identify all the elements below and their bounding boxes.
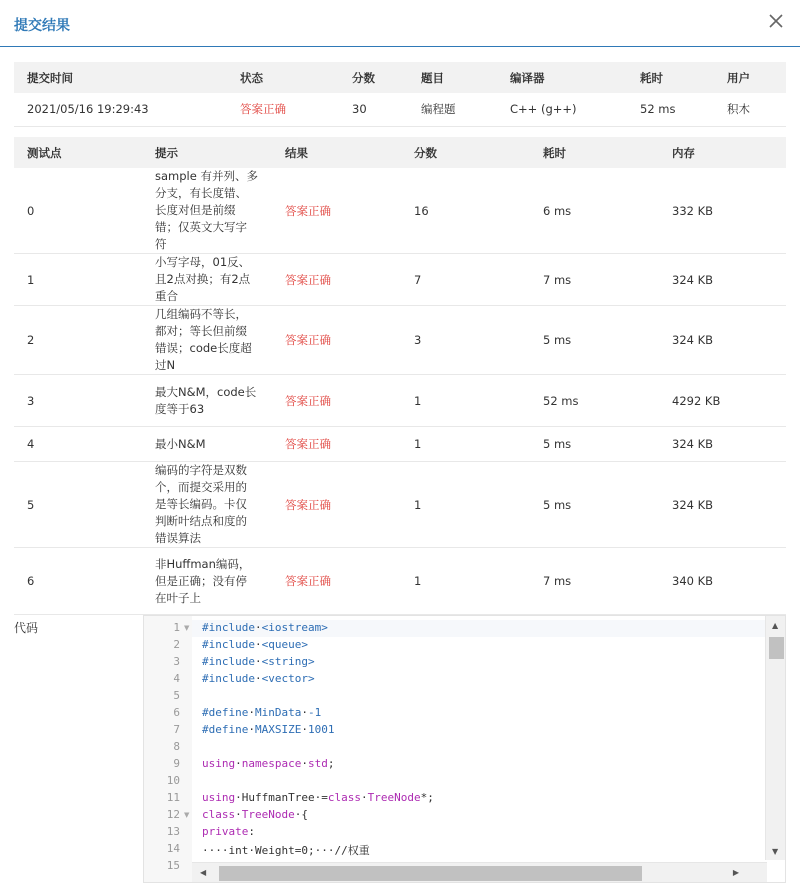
line-number: 1	[173, 621, 180, 634]
scroll-down-icon[interactable]: ▼	[772, 847, 779, 856]
case-memory: 324 KB	[659, 254, 786, 306]
case-id: 0	[14, 168, 142, 254]
case-id: 2	[14, 306, 142, 375]
line-number: 8	[173, 740, 180, 753]
summary-header: 提交时间	[14, 62, 227, 93]
case-result: 答案正确	[272, 375, 401, 427]
dialog-title: 提交结果	[14, 18, 70, 34]
case-id: 3	[14, 375, 142, 427]
case-memory: 324 KB	[659, 427, 786, 462]
testcase-header: 测试点	[14, 137, 142, 168]
case-hint: 最大N&M，code长度等于63	[142, 375, 272, 427]
case-result: 答案正确	[272, 254, 401, 306]
line-number: 5	[173, 689, 180, 702]
close-icon[interactable]	[768, 13, 784, 29]
problem[interactable]: 编程题	[408, 93, 497, 126]
case-hint: 小写字母，01反、且2点对换；有2点重合	[142, 254, 272, 306]
case-score: 1	[401, 548, 530, 615]
case-memory: 324 KB	[659, 462, 786, 548]
case-hint: 最小N&M	[142, 427, 272, 462]
line-number: 3	[173, 655, 180, 668]
code-line: #include·<string>	[202, 655, 315, 668]
case-time: 5 ms	[530, 462, 659, 548]
compiler: C++ (g++)	[497, 93, 627, 126]
code-line: ····int·Weight=0;···//权重	[202, 844, 370, 857]
case-result: 答案正确	[272, 168, 401, 254]
case-hint: 编码的字符是双数个，而提交采用的是等长编码。卡仅判断叶结点和度的错误算法	[142, 462, 272, 548]
line-number: 7	[173, 723, 180, 736]
case-id: 6	[14, 548, 142, 615]
line-number: 2	[173, 638, 180, 651]
line-number: 4	[173, 672, 180, 685]
code-line: private:	[202, 825, 255, 838]
line-number: 10	[166, 774, 180, 787]
scroll-left-icon[interactable]: ◀	[200, 868, 207, 877]
code-line: #define·MinData·-1	[202, 706, 322, 719]
case-result: 答案正确	[272, 462, 401, 548]
dialog-header	[0, 0, 800, 47]
case-id: 5	[14, 462, 142, 548]
testcase-header: 内存	[659, 137, 786, 168]
case-result: 答案正确	[272, 306, 401, 375]
testcase-row	[14, 168, 786, 254]
case-time: 7 ms	[530, 548, 659, 615]
case-id: 4	[14, 427, 142, 462]
summary-header-row	[14, 62, 786, 93]
scroll-right-icon[interactable]: ▶	[732, 868, 739, 877]
summary-header: 编译器	[497, 62, 627, 93]
vertical-scroll-thumb[interactable]	[769, 637, 784, 659]
line-number: 12	[166, 808, 180, 821]
testcase-row	[14, 548, 786, 615]
testcase-row	[14, 375, 786, 427]
case-result: 答案正确	[272, 427, 401, 462]
testcase-header: 分数	[401, 137, 530, 168]
case-memory: 340 KB	[659, 548, 786, 615]
horizontal-scrollbar[interactable]	[192, 862, 767, 882]
code-line: class·TreeNode·{	[202, 808, 308, 821]
code-line: using·HuffmanTree·=class·TreeNode*;	[202, 791, 434, 804]
line-gutter	[144, 616, 192, 882]
code-editor[interactable]	[143, 615, 786, 883]
case-memory: 4292 KB	[659, 375, 786, 427]
testcase-table	[14, 137, 786, 615]
testcase-row	[14, 427, 786, 462]
case-result: 答案正确	[272, 548, 401, 615]
testcase-header-row	[14, 137, 786, 168]
summary-header: 耗时	[627, 62, 714, 93]
line-number: 14	[166, 842, 180, 855]
case-hint: sample 有并列、多分支，有长度错、长度对但是前缀错；仅英文大写字符	[142, 168, 272, 254]
testcase-header: 提示	[142, 137, 272, 168]
line-number: 11	[166, 791, 180, 804]
case-score: 1	[401, 427, 530, 462]
case-time: 6 ms	[530, 168, 659, 254]
scroll-up-icon[interactable]: ▲	[772, 621, 779, 630]
case-score: 3	[401, 306, 530, 375]
line-number: 13	[166, 825, 180, 838]
case-hint: 几组编码不等长，都对；等长但前缀错误；code长度超过N	[142, 306, 272, 375]
testcase-row	[14, 462, 786, 548]
user[interactable]: 积木	[714, 93, 786, 126]
case-time: 7 ms	[530, 254, 659, 306]
status-badge: 答案正确	[227, 93, 339, 126]
code-line: #include·<vector>	[202, 672, 315, 685]
line-number: 6	[173, 706, 180, 719]
case-memory: 324 KB	[659, 306, 786, 375]
code-line: #include·<queue>	[202, 638, 308, 651]
code-line: using·namespace·std;	[202, 757, 335, 770]
case-memory: 332 KB	[659, 168, 786, 254]
summary-header: 题目	[408, 62, 497, 93]
case-time: 5 ms	[530, 427, 659, 462]
case-hint: 非Huffman编码，但是正确；没有停在叶子上	[142, 548, 272, 615]
code-line: #include·<iostream>	[202, 621, 328, 634]
testcase-header: 结果	[272, 137, 401, 168]
line-number: 15	[166, 859, 180, 872]
summary-header: 用户	[714, 62, 786, 93]
time-cost: 52 ms	[627, 93, 714, 126]
summary-header: 分数	[339, 62, 408, 93]
summary-table	[14, 62, 786, 127]
case-time: 5 ms	[530, 306, 659, 375]
case-score: 1	[401, 462, 530, 548]
testcase-row	[14, 306, 786, 375]
case-time: 52 ms	[530, 375, 659, 427]
submit-time: 2021/05/16 19:29:43	[14, 93, 227, 126]
case-score: 7	[401, 254, 530, 306]
score: 30	[339, 93, 408, 126]
code-label: 代码	[14, 621, 39, 635]
fold-arrow-icon[interactable]: ▼	[184, 811, 190, 819]
summary-row	[14, 93, 786, 126]
fold-arrow-icon[interactable]: ▼	[184, 624, 190, 632]
line-number: 9	[173, 757, 180, 770]
horizontal-scroll-thumb[interactable]	[219, 866, 642, 881]
case-score: 16	[401, 168, 530, 254]
testcase-row	[14, 254, 786, 306]
case-id: 1	[14, 254, 142, 306]
code-line: #define·MAXSIZE·1001	[202, 723, 335, 736]
testcase-header: 耗时	[530, 137, 659, 168]
vertical-scrollbar[interactable]	[765, 616, 785, 860]
summary-header: 状态	[227, 62, 339, 93]
case-score: 1	[401, 375, 530, 427]
